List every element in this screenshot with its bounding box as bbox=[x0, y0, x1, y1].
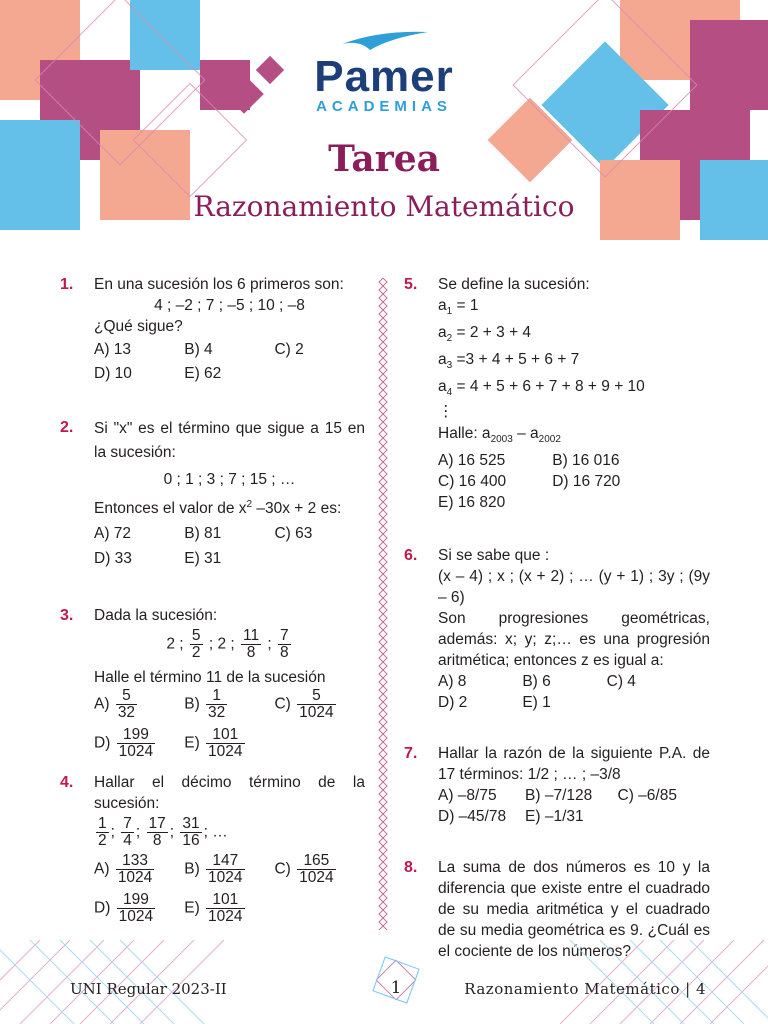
question-number: 1. bbox=[60, 276, 74, 293]
page-header bbox=[0, 0, 768, 240]
option-e bbox=[184, 892, 274, 925]
question-text: Si se sabe que : bbox=[438, 547, 550, 565]
question-7 bbox=[404, 743, 710, 827]
seq-line-1 bbox=[438, 295, 710, 322]
denominator: 1024 bbox=[117, 869, 153, 887]
option-d: D) –45/78 bbox=[438, 808, 507, 826]
option-a: A) 13 bbox=[94, 341, 132, 358]
fraction bbox=[96, 816, 109, 849]
numerator: 133 bbox=[116, 853, 154, 870]
denominator: 1024 bbox=[299, 704, 334, 722]
var: a bbox=[438, 324, 447, 342]
denominator: 32 bbox=[117, 704, 136, 722]
subscript: 2003 bbox=[490, 434, 513, 446]
separator: ; bbox=[169, 823, 175, 841]
ask-part: Halle: a bbox=[438, 425, 491, 443]
options bbox=[438, 671, 710, 713]
seq-line-3 bbox=[438, 349, 710, 376]
option-b bbox=[184, 853, 274, 886]
fraction bbox=[297, 853, 335, 886]
fraction bbox=[297, 688, 335, 721]
fraction bbox=[117, 727, 155, 760]
question-ask: Halle el término 11 de la sucesión bbox=[94, 669, 326, 687]
option-b: B) 6 bbox=[522, 673, 551, 691]
option-a: A) 16 525 bbox=[438, 452, 506, 470]
question-ask: ¿Qué sigue? bbox=[94, 318, 183, 335]
fraction bbox=[206, 727, 244, 760]
option-c: C) –6/85 bbox=[617, 787, 677, 805]
option-e: E) 31 bbox=[184, 550, 222, 568]
subscript: 4 bbox=[446, 387, 453, 399]
numerator: 199 bbox=[117, 727, 155, 744]
var: a bbox=[438, 378, 447, 396]
option-label: D) bbox=[94, 899, 111, 917]
footer-course-label: Razonamiento Matemático | 4 bbox=[464, 980, 706, 998]
question-ask bbox=[438, 423, 710, 450]
option-b: B) 4 bbox=[184, 341, 213, 358]
vertical-dots: ⋮ bbox=[438, 403, 454, 421]
question-number: 2. bbox=[60, 419, 74, 436]
question-text: Hallar el décimo término de la sucesión: bbox=[94, 774, 365, 813]
option-a bbox=[94, 853, 184, 886]
question-number: 3. bbox=[60, 607, 74, 625]
fraction bbox=[206, 853, 244, 886]
var: a bbox=[438, 297, 447, 314]
sequence bbox=[94, 816, 365, 849]
course-title: Razonamiento Matemático bbox=[193, 190, 575, 223]
option-d: D) 10 bbox=[94, 365, 132, 382]
option-e bbox=[184, 727, 274, 760]
expression: = 2 + 3 + 4 bbox=[452, 324, 532, 342]
denominator: 2 bbox=[98, 832, 107, 850]
denominator: 4 bbox=[123, 832, 132, 850]
question-number: 8. bbox=[404, 859, 418, 877]
options bbox=[94, 339, 365, 384]
fraction bbox=[180, 816, 201, 849]
separator: ; bbox=[135, 823, 141, 841]
fraction bbox=[121, 816, 134, 849]
numerator: 5 bbox=[116, 688, 137, 705]
expression: = 4 + 5 + 6 + 7 + 8 + 9 + 10 bbox=[452, 378, 645, 396]
fraction bbox=[241, 628, 261, 661]
sequence: 4 ; –2 ; 7 ; –5 ; 10 ; –8 bbox=[154, 297, 305, 314]
options bbox=[438, 450, 710, 513]
column-divider bbox=[378, 278, 388, 930]
option-d: D) 16 720 bbox=[552, 473, 621, 491]
fraction bbox=[206, 688, 227, 721]
fraction bbox=[147, 816, 168, 849]
option-label: C) bbox=[274, 695, 291, 713]
page-title: Tarea bbox=[328, 138, 440, 180]
option-label: A) bbox=[94, 695, 110, 713]
ask-part: –30x + 2 es: bbox=[252, 500, 342, 518]
denominator: 8 bbox=[280, 644, 289, 662]
numerator: 31 bbox=[182, 815, 200, 833]
option-d bbox=[94, 727, 184, 760]
denominator: 8 bbox=[152, 832, 162, 850]
denominator: 1024 bbox=[208, 743, 243, 761]
option-label: B) bbox=[184, 860, 200, 878]
denominator: 2 bbox=[191, 644, 201, 662]
numerator: 7 bbox=[280, 627, 289, 645]
question-3 bbox=[60, 605, 365, 760]
numerator: 11 bbox=[243, 627, 260, 645]
seq-term: 2 ; bbox=[166, 635, 184, 653]
sequences: (x – 4) ; x ; (x + 2) ; … (y + 1) ; 3y ; (9y – 6) bbox=[438, 568, 710, 607]
numerator: 101 bbox=[206, 892, 244, 909]
fraction bbox=[190, 628, 203, 661]
seq-term: ; bbox=[267, 635, 272, 653]
seq-term: ; 2 ; bbox=[208, 635, 235, 653]
denominator: 1024 bbox=[299, 869, 334, 887]
option-d: D) 33 bbox=[94, 550, 132, 568]
ellipsis: ; … bbox=[203, 823, 228, 841]
option-c: C) 4 bbox=[606, 673, 636, 691]
option-label: B) bbox=[184, 695, 200, 713]
numerator: 101 bbox=[206, 727, 244, 744]
exponent: 2 bbox=[246, 499, 253, 510]
numerator: 5 bbox=[191, 627, 201, 645]
numerator: 17 bbox=[148, 815, 166, 833]
option-c: C) 16 400 bbox=[438, 473, 507, 491]
option-b: B) 81 bbox=[184, 525, 222, 543]
brand-subtitle: ACADEMIAS bbox=[316, 98, 452, 115]
question-text: Dada la sucesión: bbox=[94, 607, 218, 625]
question-5 bbox=[404, 274, 710, 513]
option-a bbox=[94, 688, 184, 721]
option-b bbox=[184, 688, 274, 721]
numerator: 5 bbox=[297, 688, 335, 705]
options bbox=[94, 523, 365, 569]
options bbox=[94, 853, 365, 925]
seq-line-2 bbox=[438, 322, 710, 349]
option-a: A) 8 bbox=[438, 673, 467, 691]
sequence bbox=[94, 628, 365, 661]
option-c: C) 63 bbox=[274, 525, 313, 543]
seq-line-4 bbox=[438, 376, 710, 403]
page-number: 1 bbox=[390, 978, 402, 998]
logo-swoosh-icon bbox=[340, 30, 430, 52]
ask-part: – a bbox=[512, 425, 539, 443]
question-6 bbox=[404, 545, 710, 713]
option-d: D) 2 bbox=[438, 694, 468, 712]
footer-exam-label: UNI Regular 2023-II bbox=[70, 980, 227, 998]
question-ask bbox=[94, 494, 365, 519]
left-column bbox=[60, 274, 365, 925]
question-4 bbox=[60, 772, 365, 925]
fraction bbox=[116, 688, 137, 721]
denominator: 1024 bbox=[118, 908, 154, 926]
option-e: E) 1 bbox=[522, 694, 551, 712]
sequence: 0 ; 1 ; 3 ; 7 ; 15 ; … bbox=[163, 471, 296, 488]
separator: ; bbox=[110, 823, 115, 841]
numerator: 1 bbox=[98, 815, 107, 833]
numerator: 7 bbox=[123, 815, 132, 833]
denominator: 8 bbox=[246, 644, 256, 662]
option-d bbox=[94, 892, 184, 925]
subscript: 1 bbox=[446, 306, 453, 318]
expression: =3 + 4 + 5 + 6 + 7 bbox=[452, 351, 580, 369]
question-text: En una sucesión los 6 primeros son: bbox=[94, 276, 344, 293]
question-number: 7. bbox=[404, 745, 418, 763]
fraction bbox=[116, 853, 154, 886]
numerator: 1 bbox=[206, 688, 227, 705]
question-number: 6. bbox=[404, 547, 418, 565]
option-a: A) 72 bbox=[94, 525, 132, 543]
question-text: La suma de dos números es 10 y la diferencia que existe entre el cuadrado de su media aritmética y el cuadrado de su media geométrica es 9. ¿Cuál es el cociente de los números? bbox=[438, 859, 710, 961]
option-label: E) bbox=[184, 899, 200, 917]
option-c bbox=[274, 688, 364, 721]
option-e: E) –1/31 bbox=[525, 808, 584, 826]
subscript: 2 bbox=[446, 333, 453, 345]
fraction bbox=[278, 628, 291, 661]
option-b: B) 16 016 bbox=[552, 452, 620, 470]
ask-part: Entonces el valor de x bbox=[94, 500, 247, 518]
denominator: 1024 bbox=[208, 908, 243, 926]
brand-logo: Pamer bbox=[314, 52, 454, 101]
denominator: 1024 bbox=[118, 743, 154, 761]
options bbox=[438, 785, 710, 827]
numerator: 199 bbox=[117, 892, 155, 909]
numerator: 147 bbox=[206, 853, 244, 870]
question-ask: Son progresiones geométricas, además: x; y; z;… es una progresión aritmética; entonces z es igual a: bbox=[438, 610, 710, 670]
var: a bbox=[438, 351, 447, 369]
option-label: A) bbox=[94, 860, 110, 878]
fraction bbox=[117, 892, 155, 925]
question-2 bbox=[60, 417, 365, 569]
subscript: 3 bbox=[446, 360, 453, 372]
question-number: 4. bbox=[60, 774, 74, 792]
option-label: C) bbox=[274, 860, 291, 878]
right-column bbox=[404, 274, 710, 962]
expression: = 1 bbox=[452, 297, 479, 314]
option-label: E) bbox=[184, 734, 200, 752]
denominator: 16 bbox=[182, 832, 200, 850]
question-number: 5. bbox=[404, 276, 418, 293]
question-text: Si "x" es el término que sigue a 15 en la sucesión: bbox=[94, 420, 365, 461]
option-label: D) bbox=[94, 734, 111, 752]
option-b: B) –7/128 bbox=[525, 787, 593, 805]
option-c: C) 2 bbox=[274, 341, 304, 358]
option-e: E) 62 bbox=[184, 365, 222, 382]
subscript: 2002 bbox=[538, 434, 561, 446]
question-1 bbox=[60, 274, 365, 384]
question-text: Se define la sucesión: bbox=[438, 276, 590, 293]
fraction bbox=[206, 892, 244, 925]
question-text: Hallar la razón de la siguiente P.A. de 17 términos: 1/2 ; … ; –3/8 bbox=[438, 745, 710, 784]
numerator: 165 bbox=[297, 853, 335, 870]
options bbox=[94, 688, 365, 760]
option-a: A) –8/75 bbox=[438, 787, 497, 805]
option-e: E) 16 820 bbox=[438, 494, 506, 512]
denominator: 1024 bbox=[208, 869, 243, 887]
denominator: 32 bbox=[208, 704, 226, 722]
option-c bbox=[274, 853, 364, 886]
